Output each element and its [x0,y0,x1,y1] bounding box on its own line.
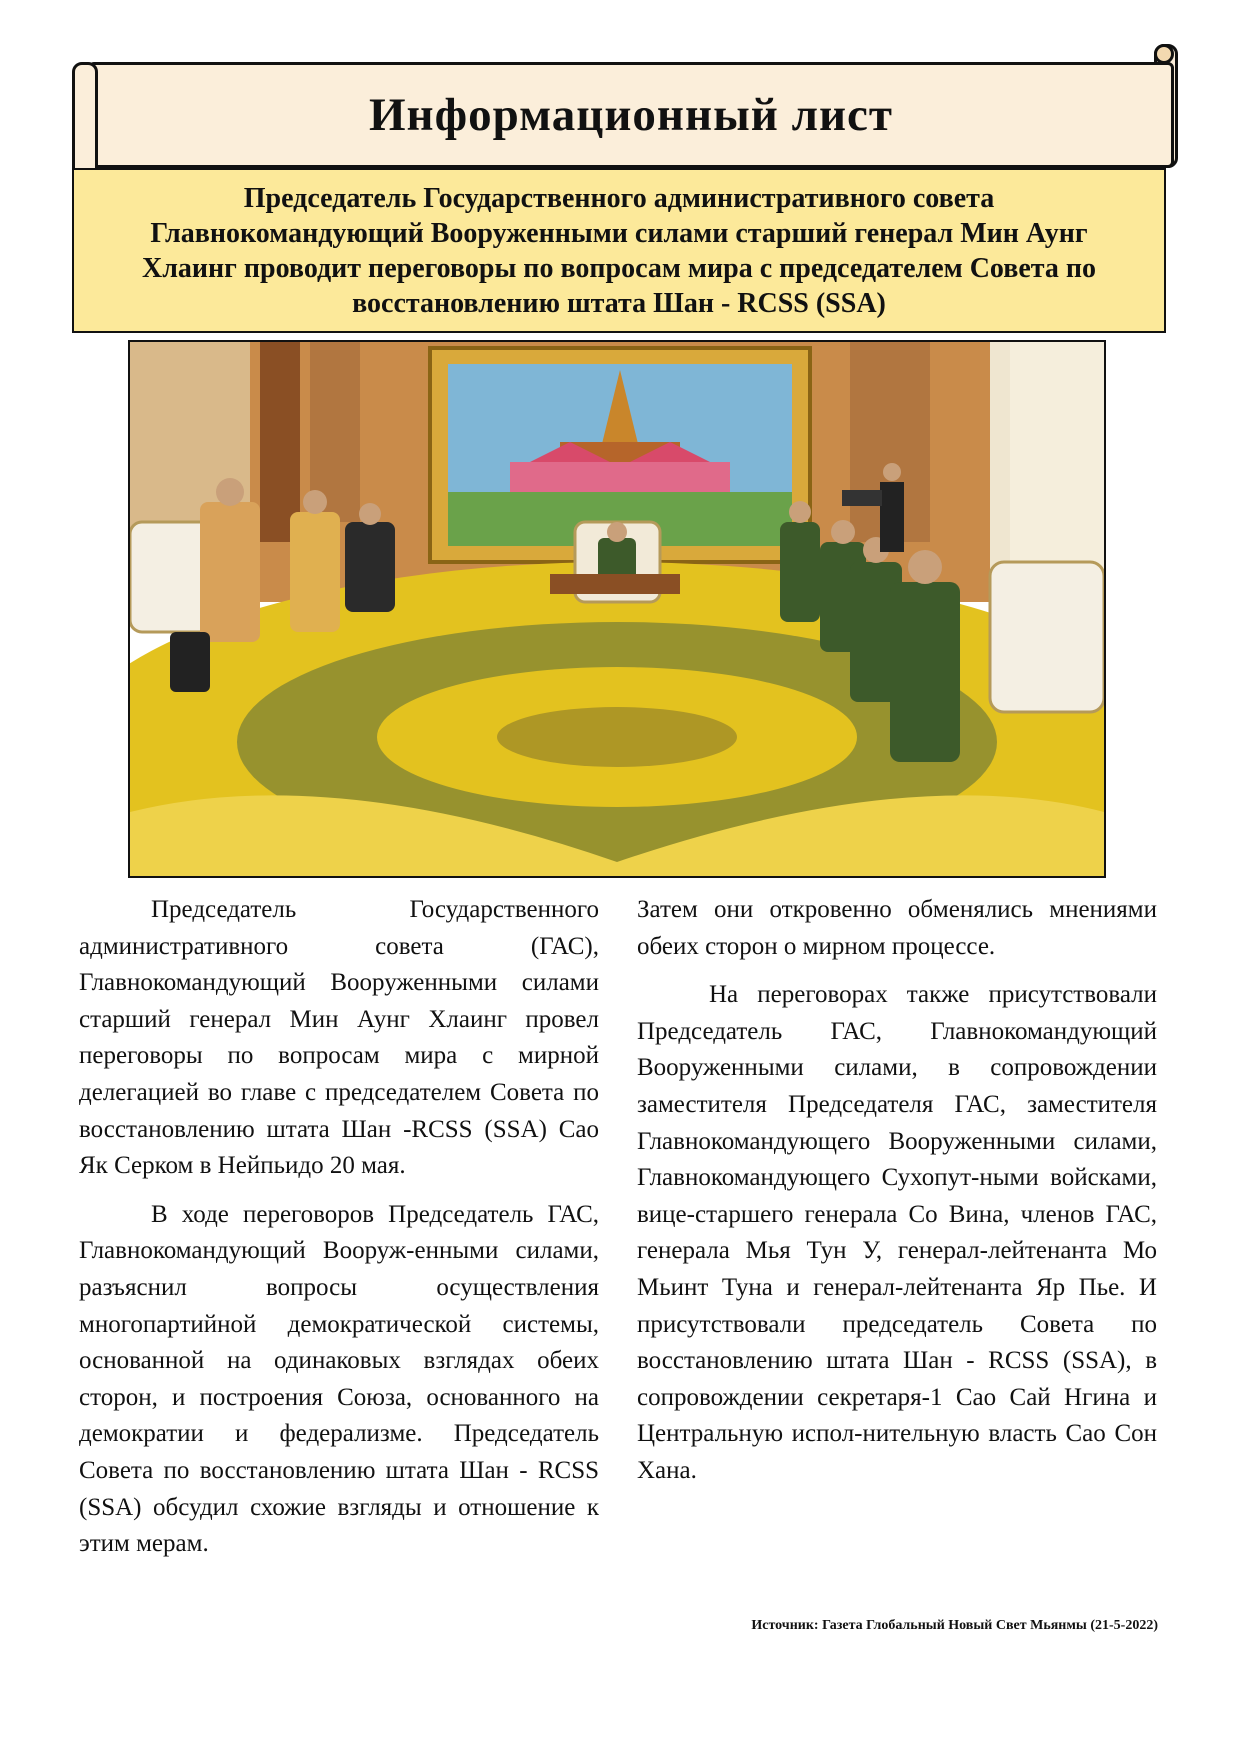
article-paragraph: В ходе переговоров Председатель ГАС, Главнокомандующий Вооруж-енными силами, разъяснил вопросы осуществления многопартийной демократической системы, основанной на одинаковых взглядах обеих сторон, и построения Союза, основанного на демократии и федерализме. Председатель Совета по восстановлению штата Шан - RCSS (SSA) обсудил схожие взгляды и отношение к этим мерам. [79,1200,599,1558]
headline-line: Хлаинг проводит переговоры по вопросам мира с председателем Совета по [141,252,1097,284]
scroll-left-roll [72,62,98,184]
page-title: Информационный лист [368,89,894,141]
headline-line: Председатель Государственного административного совета [243,182,995,214]
headline-box [72,168,1166,333]
article-paragraph: На переговорах также присутствовали Председатель ГАС, Главнокомандующий Вооруженными силами, в сопровождении заместителя Председателя ГАС, заместителя Главнокомандующего Вооруженными силами, Главнокомандующего Сухопут-ными войсками, вице-старшего генерала Со Вина, членов ГАС, генерала Мья Тун У, генерал-лейтенанта Мо Мьинт Туна и генерал-лейтенанта Яр Пье. И присутствовали председатель Совета по восстановлению штата Шан - RCSS (SSA), в сопровождении секретаря-1 Сао Сай Нгина и Центральную испол-нительную власть Сао Сон Хана. [637,981,1157,1484]
article-column-right [637,892,1157,1502]
article-column-left [79,892,599,1575]
headline-line: восстановлению штата Шан - RCSS (SSA) [352,287,886,319]
title-banner [88,62,1174,168]
article-paragraph: Председатель Государственного административного совета (ГАС), Главнокомандующий Вооруженными силами старший генерал Мин Аунг Хлаинг провел переговоры по вопросам мира с мирной делегацией во главе с председателем Совета по восстановлению штата Шан -RCSS (SSA) Сао Як Серком в Нейпьидо 20 мая. [79,896,599,1180]
source-citation: Источник: Газета Глобальный Новый Свет Мьянмы (21-5-2022) [751,1618,1158,1633]
meeting-photo [128,340,1106,878]
scroll-curl-ornament [1154,44,1174,64]
article-paragraph: Затем они откровенно обменялись мнениями обеих сторон о мирном процессе. [637,896,1157,960]
headline [142,181,1096,321]
headline-line: Главнокомандующий Вооруженными силами старший генерал Мин Аунг [150,217,1088,249]
meeting-photo-illustration [130,342,1104,876]
